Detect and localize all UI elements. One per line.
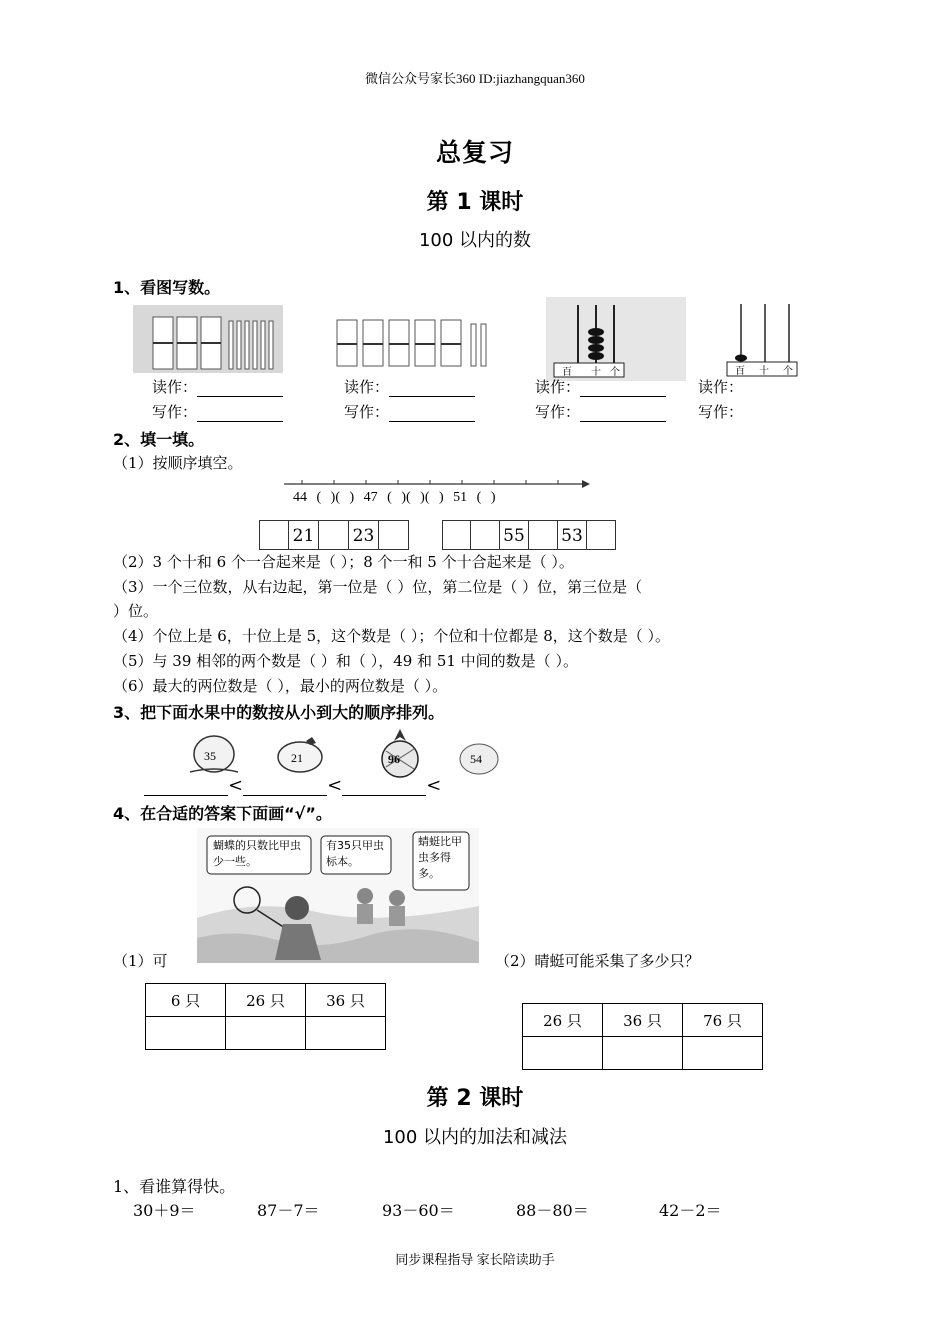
abacus2-label-hundreds: 百	[735, 366, 745, 377]
nl-blank[interactable]: (	[476, 490, 482, 505]
abacus2-label-tens: 十	[759, 366, 769, 377]
box-cell[interactable]	[471, 520, 500, 550]
write-label: 写作：	[344, 403, 390, 421]
table-cell: 26 只	[523, 1004, 603, 1037]
abacus-label-tens: 十	[591, 367, 601, 378]
q1-label: 1、看图写数。	[113, 278, 221, 297]
less-than-sign: <	[327, 775, 343, 796]
lesson1-title: 第 1 课时	[426, 190, 524, 215]
ordering-row	[144, 775, 441, 796]
expr-3: 93－60＝	[382, 1201, 455, 1220]
box-cell[interactable]	[319, 520, 349, 550]
read-label: 读作：	[344, 378, 390, 396]
box-strip-left	[259, 520, 409, 550]
q2-part3: （3）一个三位数，从右边起，第一位是（ ）位，第二位是（ ）位，第三位是（	[113, 578, 643, 596]
write-line-1	[152, 401, 283, 422]
nl-51: 51	[453, 490, 468, 505]
peach-fruit	[186, 732, 242, 776]
read-label: 读作：	[698, 378, 744, 396]
lesson2-subtitle: 100 以内的加法和减法	[382, 1127, 568, 1148]
q2-label: 2、填一填。	[113, 430, 205, 449]
less-than-sign: <	[228, 775, 244, 796]
pineapple-fruit	[376, 727, 424, 779]
write-label: 写作：	[698, 403, 744, 421]
abacus-label-hundreds: 百	[562, 367, 572, 378]
speech-bubble-beetle: 有35只甲虫标本。	[326, 839, 384, 868]
nl-blank[interactable]: )(	[420, 490, 430, 505]
read-line-3	[535, 376, 666, 397]
read-line-1	[152, 376, 283, 397]
expr-2: 87－7＝	[257, 1201, 320, 1220]
order-blank[interactable]	[144, 781, 228, 796]
check-cell[interactable]	[306, 1017, 386, 1050]
read-blank[interactable]	[389, 382, 475, 397]
order-blank[interactable]	[342, 781, 426, 796]
q2-part1: （1）按顺序填空。	[113, 454, 243, 472]
write-line-2	[344, 401, 475, 422]
q2-part5: （5）与 39 相邻的两个数是（ ）和（ ），49 和 51 中间的数是（ ）。	[113, 652, 578, 670]
order-blank[interactable]	[243, 781, 327, 796]
abacus2-label-ones: 个	[783, 366, 793, 377]
box-cell[interactable]	[259, 520, 289, 550]
nl-blank[interactable]: )	[439, 490, 444, 505]
q4-label: 4、在合适的答案下面画“√”。	[113, 804, 332, 823]
read-blank[interactable]	[580, 382, 666, 397]
q4-sub2: （2）晴蜓可能采集了多少只？	[495, 952, 700, 970]
nl-blank[interactable]: )(	[330, 490, 340, 505]
bundles-picture-1	[133, 305, 283, 373]
expr-4: 88－80＝	[516, 1201, 589, 1220]
box-strip-right	[442, 520, 616, 550]
lesson1-subtitle: 100 以内的数	[418, 230, 532, 251]
speech-bubble-butterfly: 蝴蝶的只数比甲虫少一些。	[213, 839, 301, 868]
box-cell: 53	[558, 520, 587, 550]
q3-label: 3、把下面水果中的数按从小到大的顺序排列。	[113, 703, 445, 722]
page-header: 微信公众号家长360 ID:jiazhangquan360	[365, 71, 585, 86]
q2-part2: （2）3 个十和 6 个一合起来是（ ）；8 个一和 5 个十合起来是（ ）。	[113, 553, 574, 571]
box-cell: 21	[289, 520, 319, 550]
expr-1: 30＋9＝	[133, 1201, 196, 1220]
q2-part4: （4）个位上是 6，十位上是 5，这个数是（ ）；个位和十位都是 8，这个数是（ ）。	[113, 627, 671, 645]
write-blank[interactable]	[389, 407, 475, 422]
box-cell[interactable]	[379, 520, 409, 550]
box-cell: 23	[349, 520, 379, 550]
box-cell[interactable]	[587, 520, 616, 550]
nl-blank[interactable]: (	[316, 490, 322, 505]
check-cell[interactable]	[603, 1037, 683, 1070]
abacus-picture-2	[725, 300, 805, 380]
nl-44: 44	[293, 490, 307, 505]
read-blank[interactable]	[197, 382, 283, 397]
q2-part6: （6）最大的两位数是（ ），最小的两位数是（ ）。	[113, 677, 448, 695]
box-cell[interactable]	[442, 520, 471, 550]
table-cell: 76 只	[683, 1004, 763, 1037]
table-cell: 6 只	[146, 984, 226, 1017]
answer-table-2	[522, 1003, 763, 1070]
table-cell: 36 只	[306, 984, 386, 1017]
read-label: 读作：	[152, 378, 198, 396]
check-cell[interactable]	[683, 1037, 763, 1070]
fruit-number: 96	[388, 752, 400, 766]
butterfly-catching-illustration	[197, 828, 479, 963]
box-cell[interactable]	[529, 520, 558, 550]
write-label: 写作：	[535, 403, 581, 421]
write-line-3	[535, 401, 666, 422]
read-label: 读作：	[535, 378, 581, 396]
q2-part3-cont: ）位。	[113, 602, 159, 620]
page-title: 总复习	[435, 138, 514, 167]
less-than-sign: <	[426, 775, 442, 796]
write-blank[interactable]	[580, 407, 666, 422]
tomato-fruit	[276, 735, 328, 775]
check-cell[interactable]	[523, 1037, 603, 1070]
apple-fruit	[458, 740, 500, 776]
write-line-4	[698, 401, 743, 422]
nl-blank[interactable]: (	[387, 490, 392, 505]
q4-sub1: （1）可	[113, 952, 168, 970]
answer-table-1	[145, 983, 386, 1050]
nl-blank[interactable]: )	[349, 490, 355, 505]
table-cell: 36 只	[603, 1004, 683, 1037]
nl-47: 47	[363, 490, 378, 505]
lesson2-title: 第 2 课时	[426, 1086, 524, 1111]
nl-blank[interactable]: )(	[401, 490, 411, 505]
bundles-picture-2	[335, 318, 500, 368]
abacus-label-ones: 个	[610, 367, 620, 378]
table-cell: 26 只	[226, 984, 306, 1017]
fruit-number: 54	[470, 752, 482, 766]
write-label: 写作：	[152, 403, 198, 421]
box-cell: 55	[500, 520, 529, 550]
read-line-4	[698, 376, 743, 397]
number-line-labels	[293, 490, 496, 506]
read-line-2	[344, 376, 475, 397]
write-blank[interactable]	[197, 407, 283, 422]
page-footer: 同步课程指导 家长陪读助手	[395, 1252, 555, 1267]
check-cell[interactable]	[146, 1017, 226, 1050]
check-cell[interactable]	[226, 1017, 306, 1050]
speech-bubble-dragonfly: 蜻蜓比甲虫多得多。	[418, 835, 462, 880]
expr-5: 42－2＝	[659, 1201, 722, 1220]
nl-blank[interactable]: )	[490, 490, 496, 505]
lesson2-q1-label: 1、看谁算得快。	[113, 1177, 236, 1196]
fruit-number: 21	[291, 751, 303, 765]
fruit-number: 35	[204, 749, 216, 763]
abacus-picture-1	[546, 297, 686, 381]
